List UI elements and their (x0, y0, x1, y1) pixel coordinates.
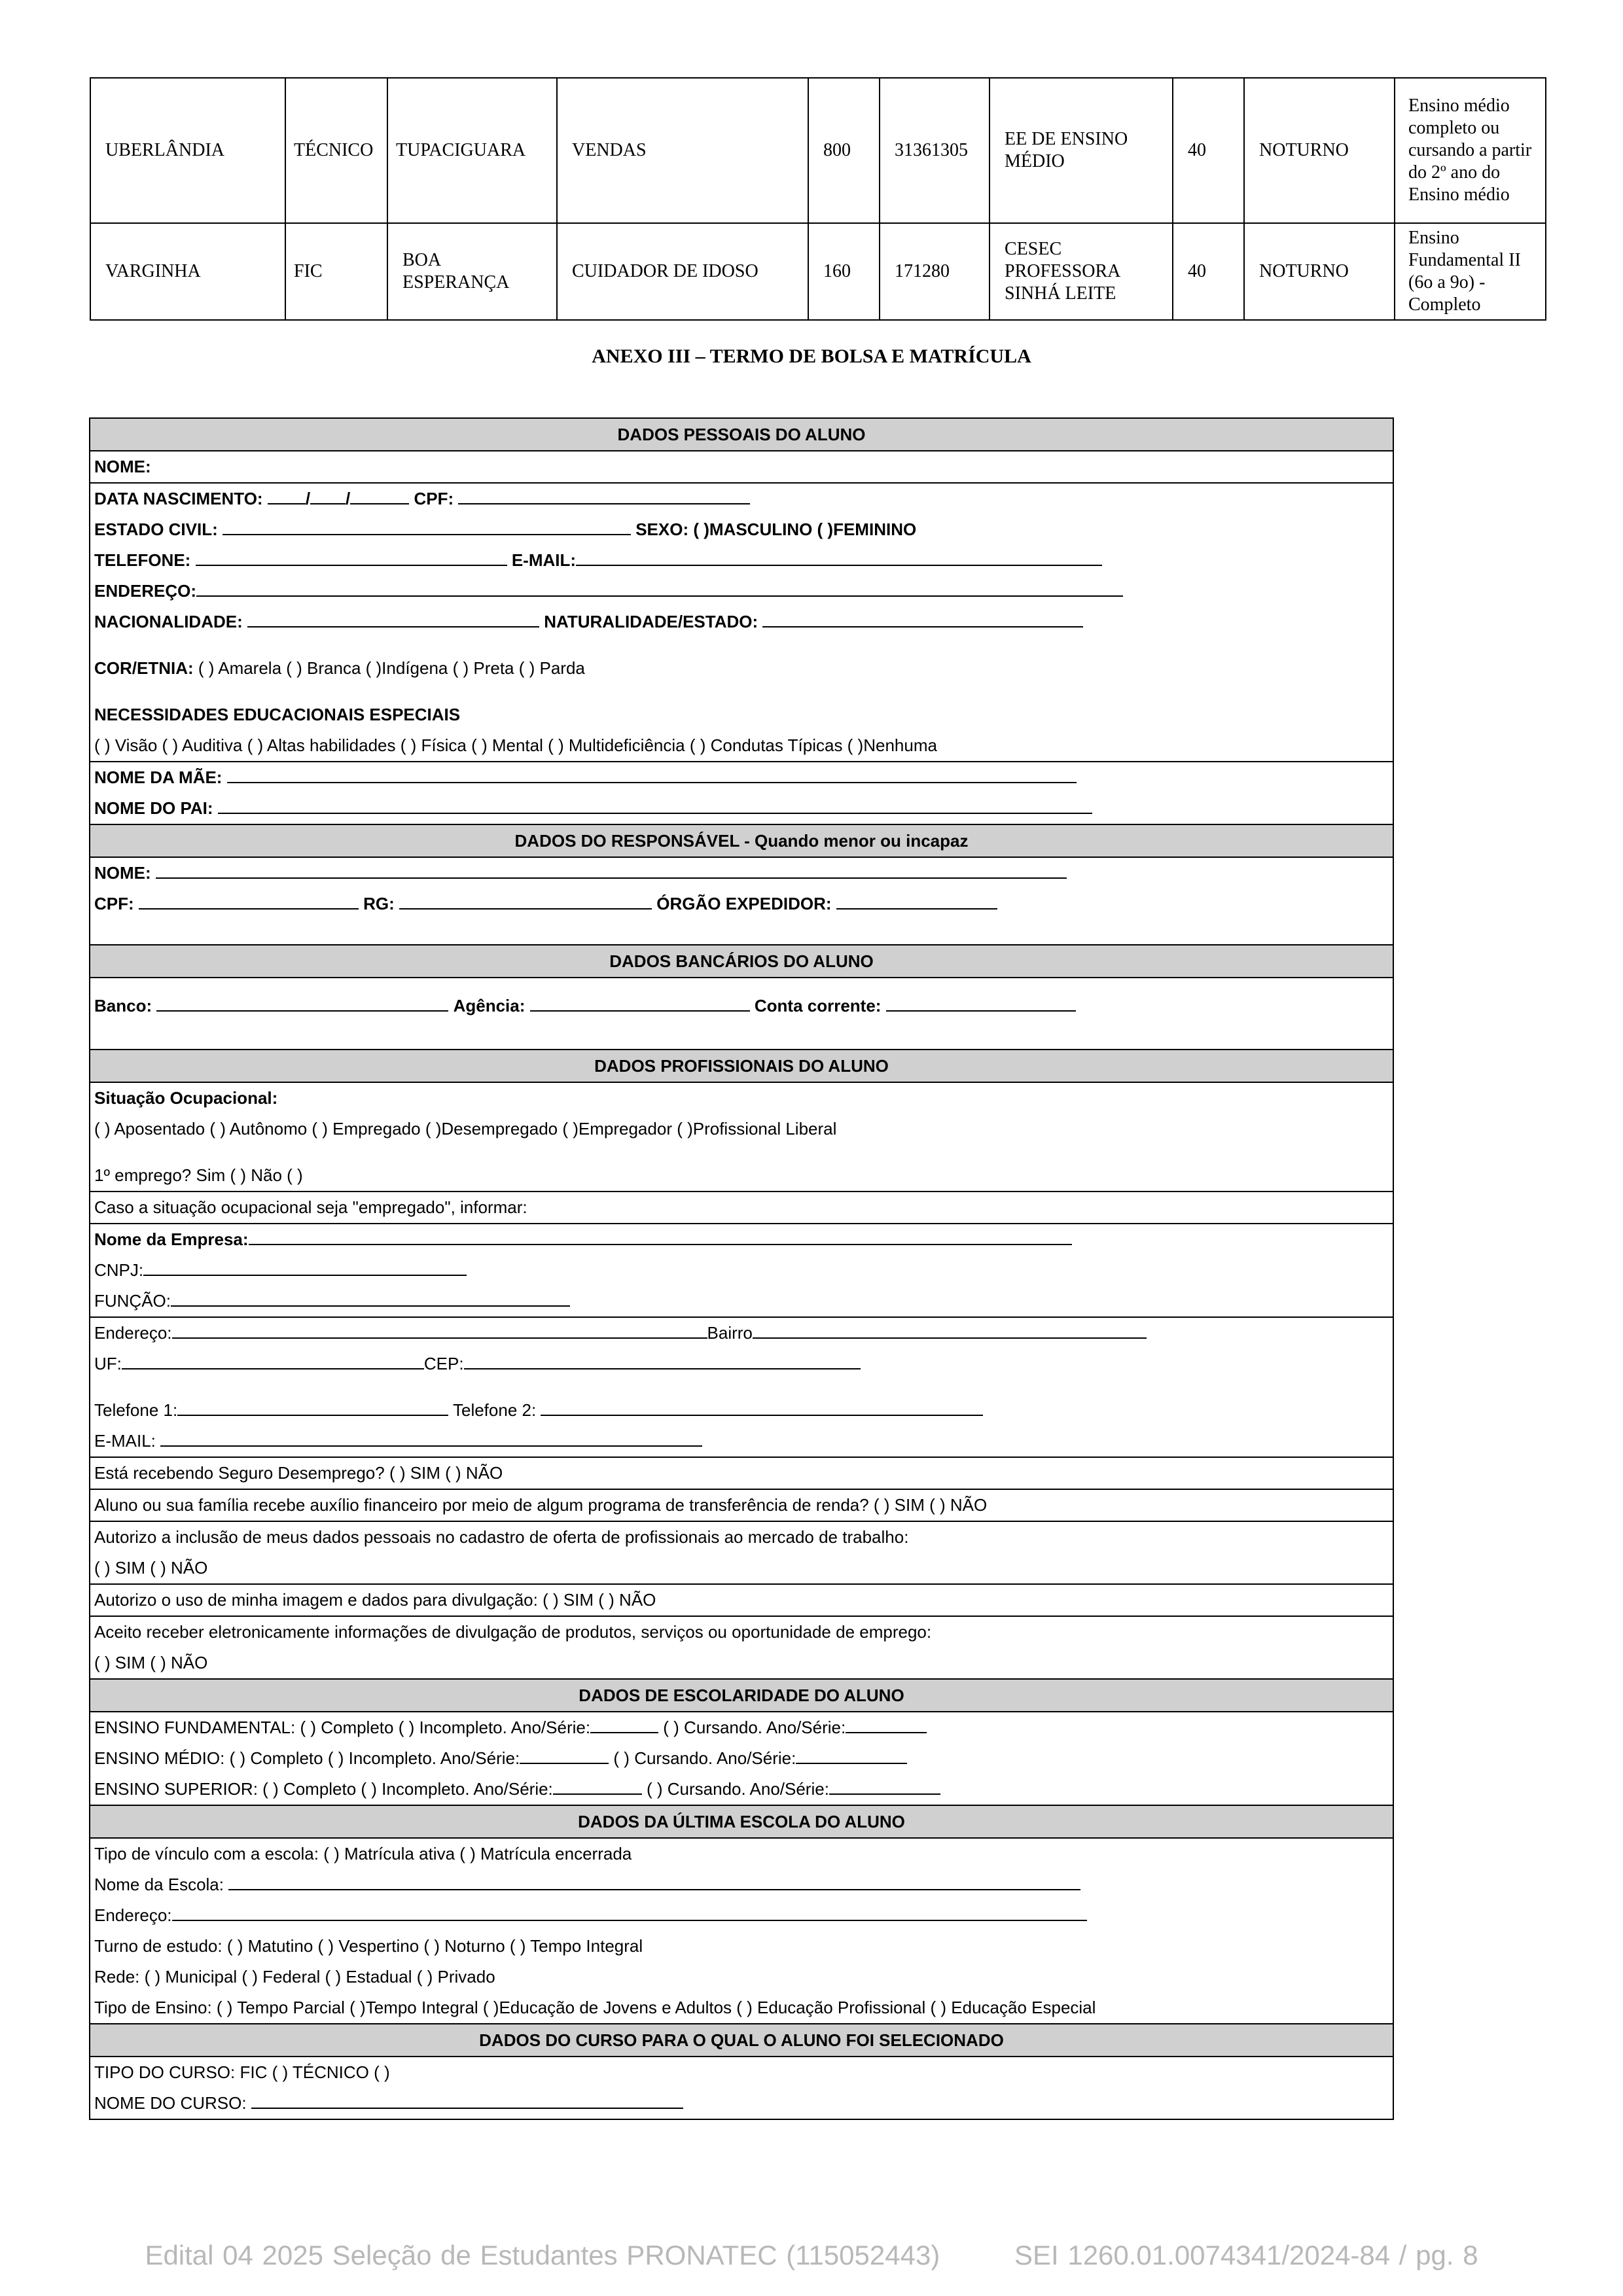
input-line[interactable] (171, 1291, 570, 1307)
input-line[interactable] (530, 996, 750, 1012)
input-line[interactable] (762, 612, 1083, 627)
field-phone-email[interactable] (90, 545, 1393, 576)
table-cell: VARGINHA (90, 223, 285, 320)
input-line[interactable] (218, 798, 1092, 814)
field-nationality[interactable] (90, 607, 1393, 637)
table-cell: 160 (808, 223, 880, 320)
input-line[interactable] (143, 1260, 467, 1276)
field-higher-ed[interactable] (90, 1774, 1393, 1805)
input-line[interactable] (846, 1718, 927, 1733)
field-school-address[interactable] (90, 1900, 1393, 1931)
field-label: CPF: (414, 489, 454, 508)
course-table (90, 77, 1546, 321)
table-cell: 40 (1173, 78, 1244, 223)
field-label: CPF: (94, 894, 134, 913)
field-label: ENSINO MÉDIO: ( ) Completo ( ) Incompleto. Ano/Série: (94, 1748, 520, 1768)
footer-edital: Edital 04 2025 Seleção de Estudantes PRONATEC (115052443) (145, 2240, 940, 2270)
field-label: RG: (363, 894, 395, 913)
occupation-options[interactable]: ( ) Aposentado ( ) Autônomo ( ) Empregado ( )Desempregado ( )Empregador ( )Profissional Liberal (94, 1119, 837, 1139)
input-line[interactable] (139, 894, 359, 910)
field-label: E-MAIL: (94, 1431, 156, 1451)
last-school-block (90, 1839, 1393, 2024)
table-cell: UBERLÂNDIA (90, 78, 285, 223)
table-cell: CUIDADOR DE IDOSO (557, 223, 808, 320)
field-label: FUNÇÃO: (94, 1291, 171, 1311)
field-label: CNPJ: (94, 1260, 144, 1280)
input-line[interactable] (836, 894, 997, 910)
input-line[interactable] (228, 1875, 1080, 1890)
field-label: Endereço: (94, 1905, 172, 1925)
input-line[interactable] (177, 1400, 448, 1416)
field-label: Nome da Empresa: (94, 1229, 249, 1249)
bank-block (90, 978, 1393, 1050)
table-cell: TÉCNICO (285, 78, 387, 223)
company-block (90, 1224, 1393, 1318)
table-cell: Ensino Fundamental II (6o a 9o) - Completo (1395, 223, 1546, 320)
table-cell: VENDAS (557, 78, 808, 223)
input-line[interactable] (310, 489, 346, 504)
input-line[interactable] (196, 581, 1123, 597)
table-row (90, 78, 1546, 223)
field-label: Agência: (453, 996, 526, 1016)
field-label: Telefone 1: (94, 1400, 178, 1420)
table-row (90, 223, 1546, 320)
company-address-block (90, 1318, 1393, 1458)
field-label: Banco: (94, 996, 152, 1016)
study-shift-options[interactable]: Turno de estudo: ( ) Matutino ( ) Vespertino ( ) Noturno ( ) Tempo Integral (94, 1936, 643, 1956)
input-line[interactable] (520, 1748, 609, 1764)
input-line[interactable] (227, 768, 1077, 783)
personal-details-block (90, 484, 1393, 762)
field-label: ENSINO SUPERIOR: ( ) Completo ( ) Incompleto. Ano/Série: (94, 1779, 553, 1799)
field-label: ESTADO CIVIL: (94, 520, 218, 539)
school-network-options[interactable]: Rede: ( ) Municipal ( ) Federal ( ) Estadual ( ) Privado (94, 1967, 495, 1987)
input-line[interactable] (590, 1718, 658, 1733)
input-line[interactable] (160, 1431, 702, 1447)
table-cell: NOTURNO (1244, 223, 1395, 320)
option-text: ( ) Amarela ( ) Branca ( )Indígena ( ) Preta ( ) Parda (193, 658, 585, 678)
financial-aid-question[interactable]: Aluno ou sua família recebe auxílio financeiro por meio de algum programa de transferência de renda? ( ) SIM ( ) NÃO (90, 1490, 1393, 1522)
field-label: ( ) Cursando. Ano/Série: (658, 1718, 846, 1737)
input-line[interactable] (796, 1748, 907, 1764)
occupation-label: Situação Ocupacional: (94, 1088, 278, 1108)
field-label: CEP: (423, 1354, 464, 1373)
field-label: UF: (94, 1354, 122, 1373)
course-block (90, 2057, 1393, 2120)
field-label: NOME DA MÃE: (94, 768, 223, 787)
field-label: E-MAIL: (511, 550, 577, 570)
input-line[interactable] (268, 489, 306, 504)
marketing-consent-options[interactable]: ( ) SIM ( ) NÃO (94, 1653, 208, 1672)
field-label: ENSINO FUNDAMENTAL: ( ) Completo ( ) Incompleto. Ano/Série: (94, 1718, 591, 1737)
input-line[interactable] (156, 863, 1067, 879)
input-line[interactable] (172, 1323, 707, 1339)
field-label: NATURALIDADE/ESTADO: (544, 612, 758, 631)
field-guardian-docs[interactable] (90, 889, 1393, 919)
parents-block (90, 762, 1393, 825)
field-high-school[interactable] (90, 1743, 1393, 1774)
table-cell: 171280 (880, 223, 990, 320)
annex-title: ANEXO III – TERMO DE BOLSA E MATRÍCULA (592, 345, 1031, 367)
table-cell: BOA ESPERANÇA (387, 223, 557, 320)
field-course-name[interactable] (90, 2088, 1393, 2119)
field-label: Bairro (707, 1323, 753, 1343)
section-header-schooling: DADOS DE ESCOLARIDADE DO ALUNO (90, 1680, 1393, 1712)
register-consent-block (90, 1522, 1393, 1585)
field-marital-sex[interactable] (90, 514, 1393, 545)
input-line[interactable] (122, 1354, 424, 1369)
special-needs-label: NECESSIDADES EDUCACIONAIS ESPECIAIS (94, 705, 461, 724)
field-company-name[interactable] (90, 1224, 1393, 1255)
teaching-type-options[interactable]: Tipo de Ensino: ( ) Tempo Parcial ( )Tempo Integral ( )Educação de Jovens e Adultos ( ) Educação Profissional ( ) Educação Especial (94, 1998, 1096, 2017)
field-label: DATA NASCIMENTO: (94, 489, 263, 508)
field-label: SEXO: ( )MASCULINO ( )FEMININO (635, 520, 917, 539)
field-name[interactable] (90, 451, 1393, 484)
input-line[interactable] (251, 2093, 683, 2109)
section-header-last-school: DADOS DA ÚLTIMA ESCOLA DO ALUNO (90, 1806, 1393, 1839)
register-consent-question: Autorizo a inclusão de meus dados pessoais no cadastro de oferta de profissionais ao mercado de trabalho: (94, 1527, 909, 1547)
table-cell: FIC (285, 223, 387, 320)
field-role[interactable] (90, 1286, 1393, 1316)
page-footer (0, 2240, 1623, 2271)
input-line[interactable] (464, 1354, 861, 1369)
input-line[interactable] (196, 550, 507, 566)
section-header-bank: DADOS BANCÁRIOS DO ALUNO (90, 945, 1393, 978)
register-consent-options[interactable]: ( ) SIM ( ) NÃO (94, 1558, 208, 1578)
input-line[interactable] (247, 612, 539, 627)
field-elementary[interactable] (90, 1712, 1393, 1743)
schooling-block (90, 1712, 1393, 1806)
unemployment-insurance-question[interactable]: Está recebendo Seguro Desemprego? ( ) SIM ( ) NÃO (90, 1458, 1393, 1490)
first-job-options[interactable]: 1º emprego? Sim ( ) Não ( ) (94, 1165, 303, 1185)
input-line[interactable] (350, 489, 409, 504)
special-needs-options[interactable]: ( ) Visão ( ) Auditiva ( ) Altas habilidades ( ) Física ( ) Mental ( ) Multideficiência ( ) Condutas Típicas ( )Nenhuma (94, 735, 937, 755)
field-mother-name[interactable] (90, 762, 1393, 793)
input-line[interactable] (458, 489, 750, 504)
field-label: NOME DO CURSO: (94, 2093, 247, 2113)
input-line[interactable] (829, 1779, 940, 1795)
field-label: Nome da Escola: (94, 1875, 224, 1894)
image-consent-question[interactable]: Autorizo o uso de minha imagem e dados para divulgação: ( ) SIM ( ) NÃO (90, 1585, 1393, 1617)
section-header-professional: DADOS PROFISSIONAIS DO ALUNO (90, 1050, 1393, 1083)
field-label: Conta corrente: (754, 996, 882, 1016)
input-line[interactable] (541, 1400, 983, 1416)
marketing-consent-question: Aceito receber eletronicamente informações de divulgação de produtos, serviços ou oportunidade de emprego: (94, 1622, 932, 1642)
input-line[interactable] (223, 520, 631, 535)
occupation-block (90, 1083, 1393, 1192)
course-type-options[interactable]: TIPO DO CURSO: FIC ( ) TÉCNICO ( ) (94, 2062, 390, 2082)
field-label: NOME: (94, 863, 151, 883)
field-birth-cpf[interactable]: DATA NASCIMENTO: / / CPF: (90, 484, 1393, 514)
field-ethnicity[interactable] (90, 653, 1393, 684)
field-address[interactable] (90, 576, 1393, 607)
input-line[interactable] (156, 996, 448, 1012)
section-header-guardian: DADOS DO RESPONSÁVEL - Quando menor ou incapaz (90, 825, 1393, 858)
table-cell: EE DE ENSINO MÉDIO (990, 78, 1173, 223)
field-label: TELEFONE: (94, 550, 191, 570)
table-cell: 31361305 (880, 78, 990, 223)
field-cnpj[interactable] (90, 1255, 1393, 1286)
footer-sei-reference: SEI 1260.01.0074341/2024-84 / pg. 8 (1014, 2240, 1478, 2270)
field-label: ÓRGÃO EXPEDIDOR: (656, 894, 832, 913)
input-line[interactable] (886, 996, 1076, 1012)
section-header-course: DADOS DO CURSO PARA O QUAL O ALUNO FOI SELECIONADO (90, 2024, 1393, 2057)
table-cell: TUPACIGUARA (387, 78, 557, 223)
field-uf-cep[interactable] (90, 1349, 1393, 1379)
section-header-personal: DADOS PESSOAIS DO ALUNO (90, 419, 1393, 451)
field-father-name[interactable] (90, 793, 1393, 824)
input-line[interactable] (553, 1779, 642, 1795)
field-label: Telefone 2: (452, 1400, 537, 1420)
input-line[interactable] (753, 1323, 1147, 1339)
table-cell: 40 (1173, 223, 1244, 320)
field-phones[interactable] (90, 1395, 1393, 1426)
field-label: COR/ETNIA: (94, 658, 194, 678)
table-cell: Ensino médio completo ou cursando a partir do 2º ano do Ensino médio (1395, 78, 1546, 223)
marketing-consent-block (90, 1617, 1393, 1680)
enrollment-form (89, 417, 1394, 2120)
input-line[interactable] (172, 1905, 1087, 1921)
field-label: ( ) Cursando. Ano/Série: (609, 1748, 796, 1768)
field-bank[interactable] (90, 978, 1393, 1033)
field-label: NOME: (94, 457, 151, 476)
field-company-address[interactable] (90, 1318, 1393, 1349)
table-cell: CESEC PROFESSORA SINHÁ LEITE (990, 223, 1173, 320)
input-line[interactable] (249, 1229, 1072, 1245)
table-cell: 800 (808, 78, 880, 223)
field-label: NACIONALIDADE: (94, 612, 243, 631)
field-label: ( ) Cursando. Ano/Série: (641, 1779, 829, 1799)
field-guardian-name[interactable] (90, 858, 1393, 889)
employed-note: Caso a situação ocupacional seja "empregado", informar: (90, 1192, 1393, 1224)
guardian-block (90, 858, 1393, 945)
field-school-name[interactable] (90, 1869, 1393, 1900)
field-company-email[interactable] (90, 1426, 1393, 1457)
table-cell: NOTURNO (1244, 78, 1395, 223)
input-line[interactable] (399, 894, 652, 910)
field-label: NOME DO PAI: (94, 798, 213, 818)
field-label: ENDEREÇO: (94, 581, 197, 601)
field-label: Endereço: (94, 1323, 172, 1343)
input-line[interactable] (576, 550, 1102, 566)
school-link-options[interactable]: Tipo de vínculo com a escola: ( ) Matrícula ativa ( ) Matrícula encerrada (94, 1844, 632, 1863)
